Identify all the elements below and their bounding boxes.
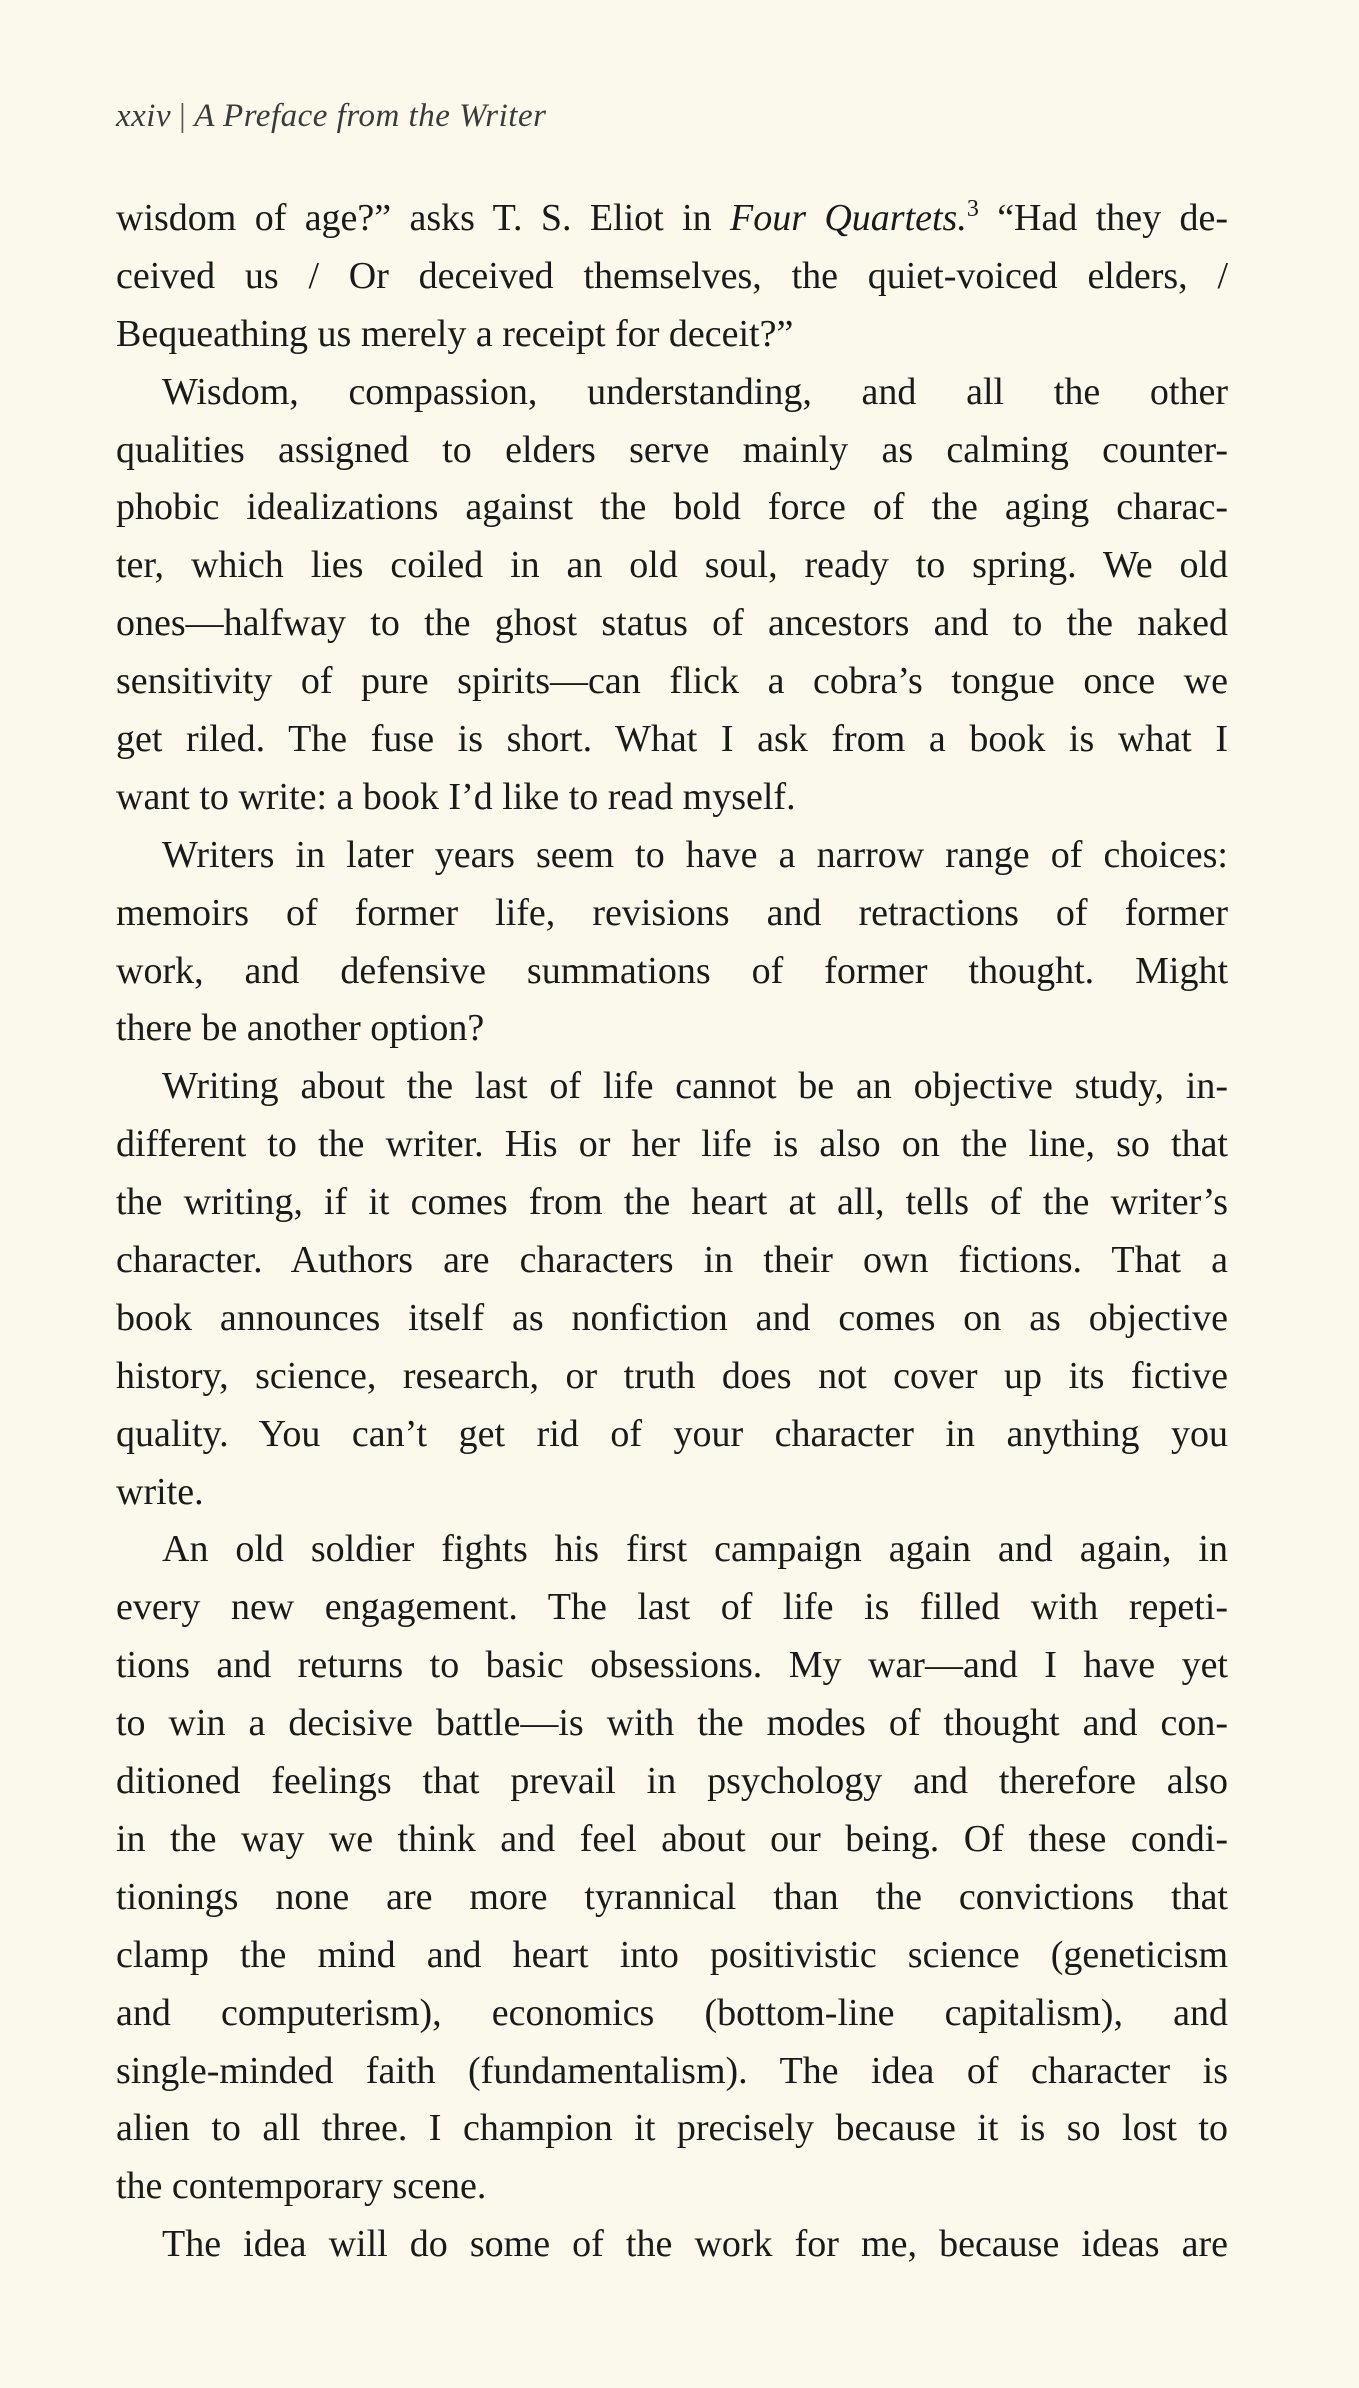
text-line: the contemporary scene. <box>116 2165 487 2208</box>
text-line: every new engagement. The last of life is filled with repeti- <box>116 1586 1228 1629</box>
text-line: the writing, if it comes from the heart at all, tells of the writer’s <box>116 1181 1228 1224</box>
paragraph-first-line: The idea will do some of the work for me, because ideas are <box>162 2223 1228 2266</box>
page-number: xxiv <box>116 98 172 134</box>
text-line: character. Authors are characters in their own fictions. That a <box>116 1239 1228 1282</box>
body-text <box>116 190 1228 2274</box>
text-line: tions and returns to basic obsessions. My war—and I have yet <box>116 1644 1228 1687</box>
text-line: quality. You can’t get rid of your character in anything you <box>116 1412 1228 1455</box>
text-line: book announces itself as nonfiction and comes on as objective <box>116 1296 1228 1339</box>
running-head <box>116 98 546 135</box>
book-title: Four Quartets. <box>729 197 967 239</box>
paragraph-first-line: An old soldier fights his first campaign again and again, in <box>162 1528 1228 1571</box>
text-line: history, science, research, or truth does not cover up its fictive <box>116 1354 1228 1397</box>
text-line: single-minded faith (fundamentalism). The idea of character is <box>116 2049 1228 2092</box>
text-line: memoirs of former life, revisions and retractions of former <box>116 891 1228 934</box>
paragraph-first-line: Writers in later years seem to have a narrow range of choices: <box>162 833 1228 876</box>
text-line: tionings none are more tyrannical than the convictions that <box>116 1875 1228 1918</box>
text-line: get riled. The fuse is short. What I ask from a book is what I <box>116 718 1228 761</box>
header-separator: | <box>179 98 187 134</box>
text-line: Bequeathing us merely a receipt for deceit?” <box>116 312 794 355</box>
text-line: alien to all three. I champion it precisely because it is so lost to <box>116 2107 1228 2150</box>
text-line: ceived us / Or deceived themselves, the quiet-voiced elders, / <box>116 254 1228 297</box>
text-line: write. <box>116 1470 204 1513</box>
text-line: work, and defensive summations of former thought. Might <box>116 949 1228 992</box>
text-line: qualities assigned to elders serve mainly as calming counter- <box>116 428 1228 471</box>
text-line: sensitivity of pure spirits—can flick a cobra’s tongue once we <box>116 660 1228 703</box>
text-line: ones—halfway to the ghost status of ancestors and to the naked <box>116 602 1228 645</box>
footnote-marker: 3 <box>966 196 979 222</box>
text-line: different to the writer. His or her life is also on the line, so that <box>116 1123 1228 1166</box>
text-line: to win a decisive battle—is with the modes of thought and con- <box>116 1702 1228 1745</box>
text-line: ditioned feelings that prevail in psychology and therefore also <box>116 1760 1228 1803</box>
text-line: phobic idealizations against the bold force of the aging charac- <box>116 486 1228 529</box>
text-line: there be another option? <box>116 1007 485 1050</box>
paragraph-first-line: Writing about the last of life cannot be an objective study, in- <box>162 1065 1228 1108</box>
text-line: wisdom of age?” asks T. S. Eliot in Four Quartets.$^3$ “Had they de- <box>116 196 1229 239</box>
paragraph-first-line: Wisdom, compassion, understanding, and all the other <box>162 370 1228 413</box>
text-line: clamp the mind and heart into positivistic science (geneticism <box>116 1933 1228 1976</box>
text-line: ter, which lies coiled in an old soul, ready to spring. We old <box>116 544 1228 587</box>
text-line: in the way we think and feel about our being. Of these condi- <box>116 1817 1228 1860</box>
running-title: A Preface from the Writer <box>194 98 547 134</box>
text-line: and computerism), economics (bottom-line capitalism), and <box>116 1991 1228 2034</box>
text-line: want to write: a book I’d like to read myself. <box>116 775 796 818</box>
